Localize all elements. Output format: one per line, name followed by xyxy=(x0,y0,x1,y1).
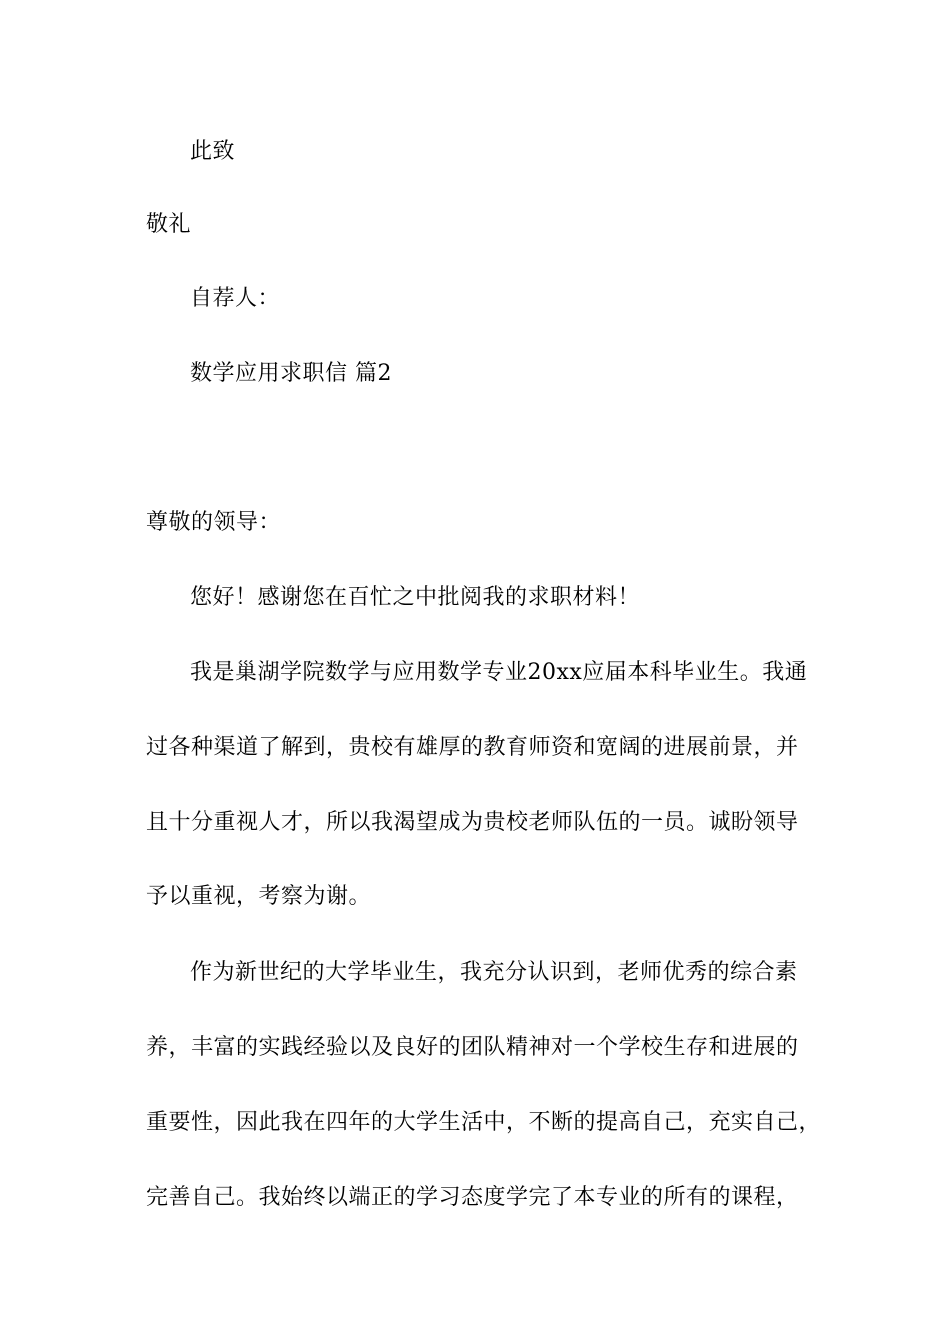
paragraph-line: 我是巢湖学院数学与应用数学专业20xx应届本科毕业生。我通 xyxy=(190,660,808,685)
paragraph-line: 完善自己。我始终以端正的学习态度学完了本专业的所有的课程， xyxy=(146,1185,799,1210)
paragraph-line: 重要性，因此我在四年的大学生活中，不断的提高自己，充实自己， xyxy=(146,1110,822,1135)
paragraph-line: 作为新世纪的大学毕业生，我充分认识到，老师优秀的综合素 xyxy=(190,960,798,985)
closing-salutation: 此致 xyxy=(190,139,236,164)
paragraph-line: 您好！感谢您在百忙之中批阅我的求职材料！ xyxy=(190,585,641,610)
paragraph-line: 且十分重视人才，所以我渴望成为贵校老师队伍的一员。诚盼领导 xyxy=(146,810,799,835)
letter-greeting: 尊敬的领导： xyxy=(146,510,282,535)
section-title: 数学应用求职信 篇2 xyxy=(190,361,392,386)
paragraph-line: 予以重视，考察为谢。 xyxy=(146,884,372,909)
signature-line: 自荐人： xyxy=(190,286,281,311)
paragraph-line: 养，丰富的实践经验以及良好的团队精神对一个学校生存和进展的 xyxy=(146,1035,799,1060)
closing-regards: 敬礼 xyxy=(146,212,192,237)
paragraph-line: 过各种渠道了解到，贵校有雄厚的教育师资和宽阔的进展前景，并 xyxy=(146,735,799,760)
